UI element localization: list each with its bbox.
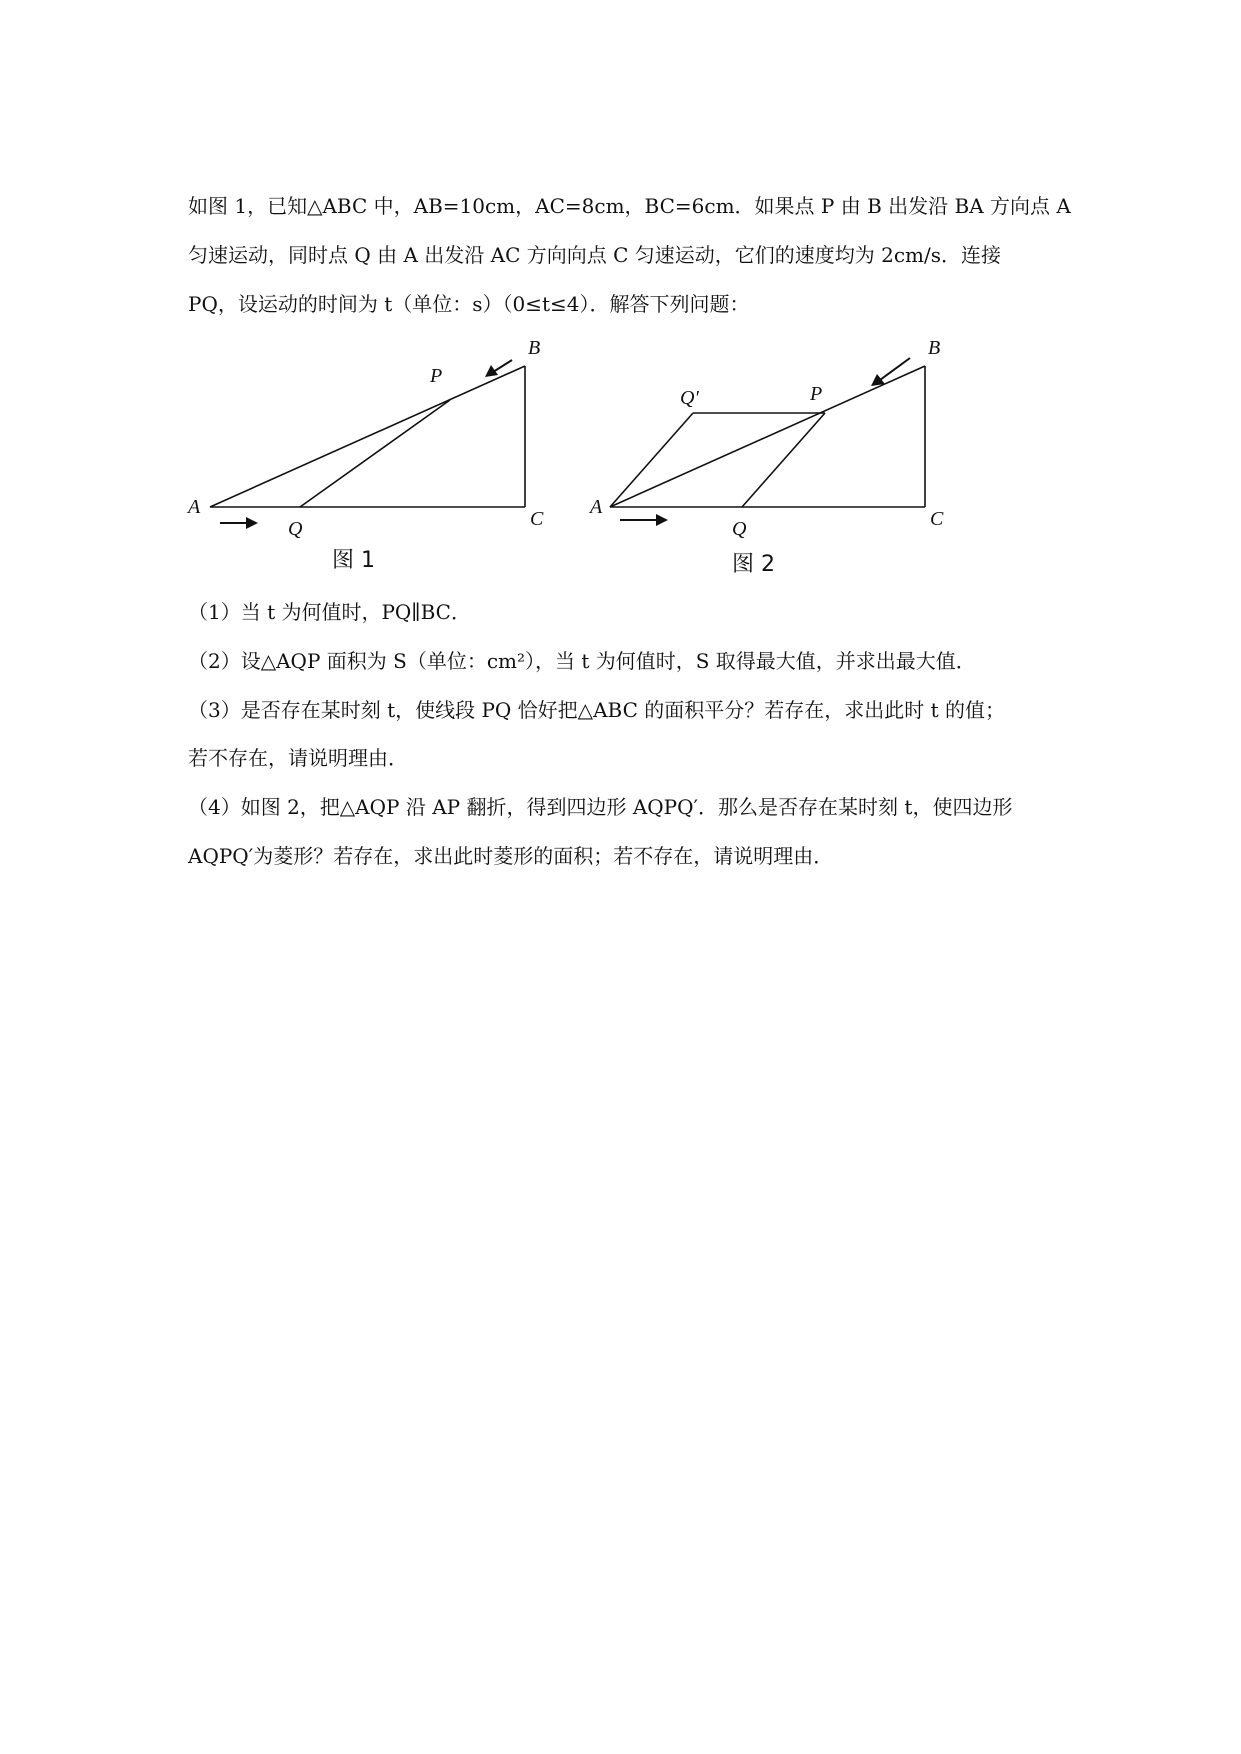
label-a: A xyxy=(590,496,603,518)
label-p: P xyxy=(430,365,443,387)
question-4: （4）如图 2，把△AQP 沿 AP 翻折，得到四边形 AQPQ′．那么是否存在某时刻 t，使四边形 xyxy=(188,795,1013,819)
figure-1-caption: 图 1 xyxy=(332,548,375,573)
figure-2 xyxy=(580,330,960,580)
question-1: （1）当 t 为何值时，PQ∥BC． xyxy=(188,600,471,624)
segment-pq xyxy=(300,400,450,507)
label-a: A xyxy=(188,496,201,518)
intro-line-3: PQ，设运动的时间为 t（单位：s）（0≤t≤4）．解答下列问题： xyxy=(188,292,750,316)
figure-2-caption: 图 2 xyxy=(732,552,775,577)
arrow-right-icon xyxy=(220,517,258,529)
segment-aqprime xyxy=(610,413,693,507)
segment-pq xyxy=(742,413,825,507)
label-b: B xyxy=(928,337,941,359)
label-q: Q xyxy=(288,518,303,540)
intro-line-1: 如图 1，已知△ABC 中，AB=10cm，AC=8cm，BC=6cm．如果点 P 由 B 出发沿 BA 方向点 A xyxy=(188,194,1071,218)
label-c: C xyxy=(930,508,944,530)
question-2: （2）设△AQP 面积为 S（单位：cm²），当 t 为何值时，S 取得最大值，并求出最大值． xyxy=(188,649,976,673)
figure-1-diagram xyxy=(180,330,560,580)
intro-line-2: 匀速运动，同时点 Q 由 A 出发沿 AC 方向向点 C 匀速运动，它们的速度均为 2cm/s．连接 xyxy=(188,243,1001,267)
segment-ab xyxy=(610,366,925,507)
question-3: （3）是否存在某时刻 t，使线段 PQ 恰好把△ABC 的面积平分？若存在，求出此时 t 的值； xyxy=(188,698,1005,722)
segment-ab xyxy=(210,366,525,507)
figure-2-diagram xyxy=(580,330,960,580)
label-p: P xyxy=(810,383,823,405)
label-b: B xyxy=(528,337,541,359)
label-q: Q xyxy=(732,518,747,540)
question-3-continued: 若不存在，请说明理由． xyxy=(188,746,408,770)
figure-1 xyxy=(180,330,560,580)
label-c: C xyxy=(530,508,544,530)
question-4-continued: AQPQ′为菱形？若存在，求出此时菱形的面积；若不存在，请说明理由． xyxy=(188,844,834,868)
label-q-prime: Q′ xyxy=(680,387,699,409)
arrow-right-icon xyxy=(620,514,668,526)
